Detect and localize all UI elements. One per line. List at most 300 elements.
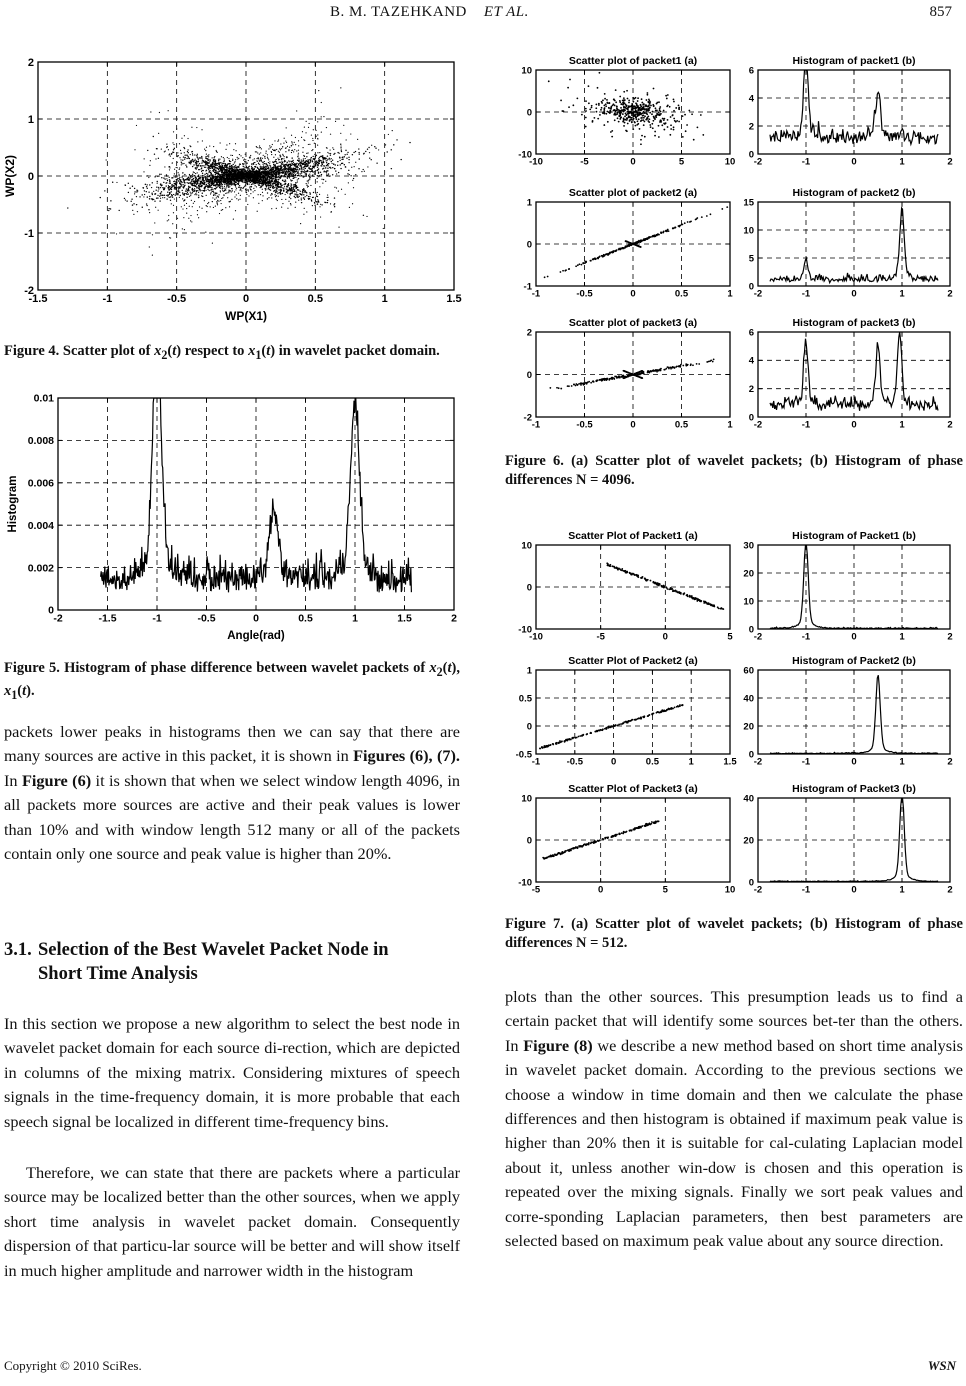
fig4-point	[173, 205, 174, 206]
fig4-point	[223, 163, 224, 164]
fig4-point	[215, 171, 216, 172]
fig6-panel3-ytick-label: -1	[523, 281, 532, 293]
fig4-point	[249, 172, 250, 173]
fig4-point	[176, 194, 177, 195]
fig4-point	[208, 202, 209, 203]
fig4-point	[207, 185, 208, 186]
fig4-point	[178, 191, 179, 192]
fig6-panel1-point	[591, 105, 593, 107]
fig4-point	[198, 185, 199, 186]
fig4-point	[340, 164, 341, 165]
running-head-authors: B. M. TAZEHKAND ET AL.	[330, 4, 529, 20]
fig4-point	[304, 190, 305, 191]
fig4-point	[298, 159, 299, 160]
fig4-point	[276, 163, 277, 164]
fig4-point	[313, 158, 314, 159]
fig4-xtick-label: 0	[242, 293, 250, 305]
fig4-point	[228, 192, 229, 193]
fig5-ylabel: Histogram	[7, 475, 19, 533]
fig4-point	[281, 207, 282, 208]
fig4-point	[261, 148, 262, 149]
fig4-point	[259, 176, 260, 177]
fig4-point	[256, 186, 257, 187]
fig4-point	[290, 203, 291, 204]
fig4-point	[180, 150, 181, 151]
fig4-point	[256, 182, 257, 183]
fig4-point	[378, 149, 379, 150]
fig6-panel1-point	[597, 118, 599, 120]
fig4-point	[207, 168, 208, 169]
fig4-point	[282, 180, 283, 181]
fig4-point	[280, 187, 281, 188]
fig6-panel1-xtick-label: 5	[678, 156, 685, 168]
fig6-panel3-point	[609, 252, 611, 254]
fig6-panel1-point	[666, 98, 668, 100]
fig4-point	[271, 146, 272, 147]
fig4-point	[197, 167, 198, 168]
fig4-point	[298, 150, 299, 151]
fig4-point	[260, 157, 261, 158]
fig4-point	[229, 169, 230, 170]
fig4-point	[211, 183, 212, 184]
fig4-point	[228, 174, 229, 175]
fig4-point	[171, 191, 172, 192]
fig4-point	[232, 159, 233, 160]
fig4-point	[273, 164, 274, 165]
fig4-point	[146, 191, 147, 192]
fig4-point	[199, 206, 200, 207]
fig4-point	[157, 195, 158, 196]
fig4-point	[330, 134, 331, 135]
fig4-point	[316, 170, 317, 171]
fig4-point	[277, 191, 278, 192]
fig6-panel1-point	[617, 109, 619, 111]
fig4-point	[271, 152, 272, 153]
fig4-point	[275, 189, 276, 190]
fig4-point	[195, 193, 196, 194]
fig4-point	[217, 180, 218, 181]
fig4-point	[176, 162, 177, 163]
fig4-point	[318, 200, 319, 201]
fig6-panel1-point	[637, 100, 639, 102]
fig4-point	[131, 199, 132, 200]
fig6-panel3-point	[660, 232, 662, 234]
fig4-point	[201, 156, 202, 157]
fig4-point	[202, 177, 203, 178]
fig4-point	[313, 129, 314, 130]
fig6-panel1-point	[658, 111, 660, 113]
fig4-point	[189, 196, 190, 197]
fig4-point	[330, 167, 331, 168]
fig4-point	[187, 190, 188, 191]
fig4-point	[327, 202, 328, 203]
fig4-point	[321, 204, 322, 205]
fig4-point	[206, 175, 207, 176]
fig4-point	[188, 190, 189, 191]
fig5-xtick-label: 2	[451, 612, 457, 625]
fig4-point	[257, 152, 258, 153]
fig4-point	[251, 186, 252, 187]
fig4-point	[215, 174, 216, 175]
fig4-point	[261, 166, 262, 167]
fig4-point	[235, 143, 236, 144]
fig6-panel1-point	[608, 102, 610, 104]
fig4-ytick-label: 1	[27, 113, 34, 126]
fig4-point	[334, 168, 335, 169]
fig4-point	[270, 195, 271, 196]
fig6-panel1-point	[607, 121, 609, 123]
fig4-point	[188, 178, 189, 179]
fig6-panel1-xtick-label: 10	[724, 156, 736, 168]
fig6-panel1-point	[591, 107, 593, 109]
fig4-point	[171, 187, 172, 188]
fig4-point	[287, 157, 288, 158]
fig4-point	[159, 200, 160, 201]
fig4-point	[177, 218, 178, 219]
fig4-xtick-label: -0.5	[167, 293, 187, 305]
fig4-point	[315, 130, 316, 131]
fig4-point	[291, 145, 292, 146]
fig4-point	[67, 207, 68, 208]
fig4-point	[252, 159, 253, 160]
fig4-point	[155, 158, 156, 159]
fig4-point	[125, 199, 126, 200]
fig4-point	[212, 163, 213, 164]
fig6-panel1-xtick-label: -10	[529, 156, 543, 168]
fig4-point	[155, 193, 156, 194]
fig4-point	[179, 187, 180, 188]
fig4-point	[196, 165, 197, 166]
fig4-point	[238, 176, 239, 177]
fig4-point	[329, 175, 330, 176]
fig4-point	[235, 159, 236, 160]
fig4-point	[201, 182, 202, 183]
fig4-point	[225, 207, 226, 208]
fig4-point	[207, 173, 208, 174]
fig4-point	[268, 179, 269, 180]
fig4-point	[254, 181, 255, 182]
fig4-point	[341, 163, 342, 164]
fig4-point	[146, 203, 147, 204]
fig6-panel3-point	[607, 254, 609, 256]
fig4-point	[149, 246, 150, 247]
fig6-panel2-xtick-label: 2	[947, 156, 953, 168]
fig4-xlabel: WP(X1)	[225, 309, 267, 323]
fig4-point	[183, 179, 184, 180]
fig4-point	[374, 146, 375, 147]
fig4-point	[296, 110, 297, 111]
fig4-point	[330, 203, 331, 204]
fig4-point	[170, 188, 171, 189]
fig4-point	[157, 183, 158, 184]
fig4-point	[229, 165, 230, 166]
fig4-point	[169, 180, 170, 181]
fig6-panel1-axes	[518, 65, 735, 167]
fig4-point	[272, 184, 273, 185]
fig6-panel3-point	[564, 270, 566, 272]
fig4-point	[222, 163, 223, 164]
fig4-point	[369, 157, 370, 158]
fig4-point	[317, 167, 318, 168]
fig4-point	[290, 198, 291, 199]
fig6-panel1-point	[606, 99, 608, 101]
fig4-point	[214, 156, 215, 157]
fig4-point	[248, 181, 249, 182]
fig4-point	[265, 188, 266, 189]
fig4-point	[331, 161, 332, 162]
fig5-xtick-label: 1	[352, 612, 358, 625]
fig4-point	[227, 169, 228, 170]
fig4-xtick-label: 0.5	[307, 293, 323, 305]
fig4-point	[308, 196, 309, 197]
fig4-point	[194, 154, 195, 155]
fig6-panel1-point	[673, 110, 675, 112]
fig4-point	[228, 186, 229, 187]
fig6-panel1-point	[659, 114, 661, 116]
fig4-point	[134, 193, 135, 194]
fig6-panel1-point	[620, 116, 622, 118]
fig4-point	[375, 148, 376, 149]
fig4-point	[245, 179, 246, 180]
fig4-point	[271, 178, 272, 179]
fig4-point	[295, 182, 296, 183]
fig4-point	[323, 179, 324, 180]
fig4-point	[307, 159, 308, 160]
fig6-panel1-point	[700, 114, 702, 116]
fig4-point	[213, 194, 214, 195]
fig4-point	[289, 170, 290, 171]
fig4-point	[314, 143, 315, 144]
fig4-point	[142, 194, 143, 195]
fig4-point	[206, 147, 207, 148]
fig4-point	[273, 157, 274, 158]
fig6-panel2-xtick-label: 1	[899, 156, 905, 168]
fig6-panel3-axes	[524, 197, 734, 299]
fig4-point	[287, 172, 288, 173]
fig6-panel1-point	[659, 106, 661, 108]
fig4-point	[316, 136, 317, 137]
fig6-panel1-point	[644, 136, 646, 138]
fig6-panel1-point	[614, 112, 616, 114]
fig4-point	[267, 180, 268, 181]
fig4-point	[172, 151, 173, 152]
fig4-point	[189, 162, 190, 163]
fig4-point	[254, 162, 255, 163]
fig4-point	[327, 165, 328, 166]
fig4-point	[231, 165, 232, 166]
fig4-point	[291, 184, 292, 185]
fig6-panel1-point	[641, 98, 643, 100]
fig4-point	[299, 161, 300, 162]
fig4-point	[250, 186, 251, 187]
fig4-point	[243, 175, 244, 176]
fig4-point	[173, 158, 174, 159]
fig4-point	[157, 148, 158, 149]
fig4-point	[211, 187, 212, 188]
fig4-point	[228, 168, 229, 169]
fig4-point	[204, 167, 205, 168]
fig4-point	[255, 183, 256, 184]
fig4-point	[239, 178, 240, 179]
fig4-point	[287, 185, 288, 186]
fig4-point	[235, 189, 236, 190]
fig4-point	[284, 169, 285, 170]
fig6-panel1-point	[659, 108, 661, 110]
fig4-point	[211, 190, 212, 191]
fig6-panel1-point	[581, 114, 583, 116]
fig4-point	[146, 184, 147, 185]
fig6-panel1-point	[678, 107, 680, 109]
fig4-point	[245, 189, 246, 190]
fig6-panel1-point	[665, 95, 667, 97]
fig4-point	[376, 162, 377, 163]
fig4-point	[235, 165, 236, 166]
fig4-point	[210, 180, 211, 181]
fig6-panel1-point	[641, 117, 643, 119]
fig4-point	[161, 184, 162, 185]
fig4-point	[182, 198, 183, 199]
fig4-point	[218, 159, 219, 160]
fig4-point	[315, 193, 316, 194]
fig4-point	[190, 215, 191, 216]
fig4-point	[210, 206, 211, 207]
fig4-point	[242, 166, 243, 167]
fig4-point	[277, 200, 278, 201]
fig4-point	[232, 172, 233, 173]
fig6-panel1-point	[576, 97, 578, 99]
fig4-point	[168, 110, 169, 111]
fig4-point	[231, 184, 232, 185]
fig4-point	[197, 154, 198, 155]
fig4-point	[304, 199, 305, 200]
fig4-point	[269, 189, 270, 190]
fig4-point	[258, 172, 259, 173]
fig4-point	[251, 173, 252, 174]
fig4-point	[266, 186, 267, 187]
fig4-point	[273, 183, 274, 184]
fig4-point	[218, 194, 219, 195]
fig4-point	[264, 161, 265, 162]
fig4-point	[270, 174, 271, 175]
fig4-point	[318, 168, 319, 169]
fig4-point	[199, 189, 200, 190]
fig4-point	[264, 182, 265, 183]
fig4-point	[213, 192, 214, 193]
fig4-point	[286, 142, 287, 143]
fig4-point	[205, 185, 206, 186]
fig6-panel1-point	[647, 118, 649, 120]
fig4-point	[230, 190, 231, 191]
fig4-point	[198, 174, 199, 175]
fig4-point	[247, 172, 248, 173]
fig4-point	[220, 180, 221, 181]
fig4-point	[181, 162, 182, 163]
fig4-point	[188, 218, 189, 219]
fig4-point	[316, 196, 317, 197]
fig4-point	[173, 194, 174, 195]
fig4-point	[308, 127, 309, 128]
fig4-point	[179, 143, 180, 144]
fig4-point	[282, 158, 283, 159]
fig4-point	[187, 138, 188, 139]
fig4-point	[194, 201, 195, 202]
fig6-panel1-point	[643, 117, 645, 119]
fig4-point	[206, 163, 207, 164]
fig4-point	[209, 179, 210, 180]
fig4-point	[265, 180, 266, 181]
fig6-panel1-point	[658, 136, 660, 138]
fig4-point	[227, 172, 228, 173]
fig6-panel1-point	[678, 121, 680, 123]
fig4-point	[190, 195, 191, 196]
fig4-point	[254, 166, 255, 167]
fig4-point	[234, 161, 235, 162]
fig4-point	[154, 154, 155, 155]
fig4-point	[268, 168, 269, 169]
fig4-point	[216, 163, 217, 164]
fig4-point	[248, 195, 249, 196]
fig4-point	[323, 116, 324, 117]
fig4-point	[271, 154, 272, 155]
fig4-point	[172, 195, 173, 196]
fig6-panel3-point	[547, 276, 549, 278]
fig4-point	[245, 184, 246, 185]
fig6-panel1-point	[673, 126, 675, 128]
fig6-panel1-point	[651, 123, 653, 125]
fig4-point	[235, 186, 236, 187]
fig4-point	[198, 161, 199, 162]
fig4-point	[186, 154, 187, 155]
fig4-point	[217, 172, 218, 173]
fig4-point	[229, 160, 230, 161]
fig6-panel1-point	[659, 121, 661, 123]
fig4-point	[190, 154, 191, 155]
fig4-point	[332, 174, 333, 175]
fig4-point	[366, 216, 367, 217]
fig6-panel1-point	[650, 126, 652, 128]
fig4-point	[307, 164, 308, 165]
fig4-point	[321, 116, 322, 117]
fig4-point	[211, 165, 212, 166]
fig4-point	[247, 181, 248, 182]
fig4-point	[203, 170, 204, 171]
fig4-point	[267, 173, 268, 174]
fig4-point	[340, 145, 341, 146]
fig4-point	[190, 220, 191, 221]
fig4-point	[305, 132, 306, 133]
fig4-point	[218, 160, 219, 161]
fig4-point	[153, 136, 154, 137]
fig4-point	[234, 162, 235, 163]
fig4-point	[163, 177, 164, 178]
fig4-point	[191, 179, 192, 180]
fig4-point	[226, 164, 227, 165]
fig4-point	[250, 155, 251, 156]
fig4-point	[198, 192, 199, 193]
fig6-panel1-point	[647, 115, 649, 117]
fig4-point	[260, 166, 261, 167]
fig4-point	[320, 204, 321, 205]
fig6-panel1-point	[616, 106, 618, 108]
fig4-point	[298, 200, 299, 201]
fig6-panel1-point	[619, 101, 621, 103]
fig4-point	[396, 139, 397, 140]
fig4-point	[157, 176, 158, 177]
fig6-panel1-point	[649, 101, 651, 103]
fig4-point	[329, 167, 330, 168]
fig6-panel1-point	[678, 105, 680, 107]
fig6-panel1-point	[618, 121, 620, 123]
